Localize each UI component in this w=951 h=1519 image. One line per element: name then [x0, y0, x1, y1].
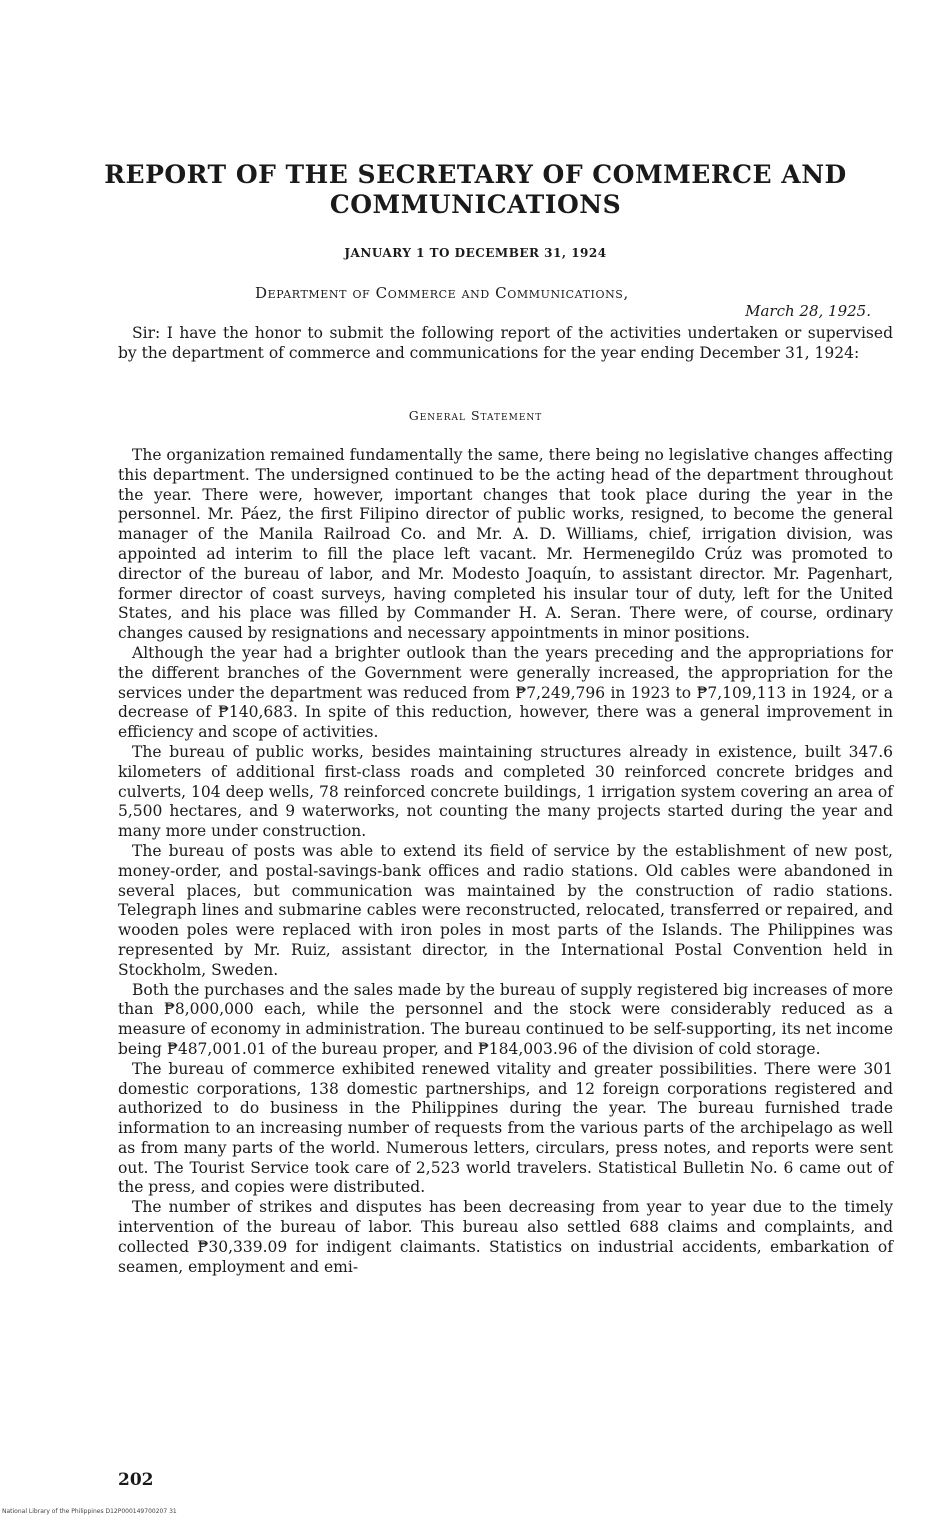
- paragraph: The bureau of public works, besides maintaining structures already in existence, built 347.6 kilometers of additional first-class roads and completed 30 reinforced concrete bridges and culverts, 104 deep wells, 78 reinforced concrete buildings, 1 irrigation system covering an area of 5,500 hectares, and 9 waterworks, not counting the many projects started during the year and many more under construction.: [118, 742, 893, 841]
- paragraph: Although the year had a brighter outlook than the years preceding and the appropriations for the different branches of the Government were generally increased, the appropriation for the services under the department was reduced from ₱7,249,796 in 1923 to ₱7,109,113 in 1924, or a decrease of ₱140,683. In spite of this reduction, however, there was a general improvement in efficiency and scope of activities.: [118, 643, 893, 742]
- date-range: JANUARY 1 TO DECEMBER 31, 1924: [344, 246, 607, 260]
- letter-date: March 28, 1925.: [745, 302, 871, 320]
- salutation-paragraph: Sir: I have the honor to submit the following report of the activities undertaken or supervised by the department of commerce and communications for the year ending December 31, 1924:: [118, 324, 893, 362]
- department-line: Department of Commerce and Communications,: [255, 284, 629, 302]
- section-heading: General Statement: [408, 408, 543, 423]
- paragraph: The bureau of commerce exhibited renewed vitality and greater possibilities. There were 301 domestic corporations, 138 domestic partnerships, and 12 foreign corporations registered and authorized to do business in the Philippines during the year. The bureau furnished trade information to an increasing number of requests from the various parts of the archipelago as well as from many parts of the world. Numerous letters, circulars, press notes, and reports were sent out. The Tourist Service took care of 2,523 world travelers. Statistical Bulletin No. 6 came out of the press, and copies were distributed.: [118, 1059, 893, 1197]
- paragraph: The bureau of posts was able to extend its field of service by the establishment of new post, money-order, and postal-savings-bank offices and radio stations. Old cables were abandoned in several places, but communication was maintained by the construction of radio stations. Telegraph lines and submarine cables were reconstructed, relocated, transferred or repaired, and wooden poles were replaced with iron poles in most parts of the Islands. The Philippines was represented by Mr. Ruiz, assistant director, in the International Postal Convention held in Stockholm, Sweden.: [118, 841, 893, 979]
- paragraph: The organization remained fundamentally the same, there being no legislative changes affecting this department. The undersigned continued to be the acting head of the department throughout the year. There were, however, important changes that took place during the year in the personnel. Mr. Páez, the first Filipino director of public works, resigned, to become the general manager of the Manila Railroad Co. and Mr. A. D. Williams, chief, irrigation division, was appointed ad interim to fill the place left vacant. Mr. Hermenegildo Crúz was promoted to director of the bureau of labor, and Mr. Modesto Joaquín, to assistant director. Mr. Pagenhart, former director of coast surveys, having completed his insular tour of duty, left for the United States, and his place was filled by Commander H. A. Seran. There were, of course, ordinary changes caused by resignations and necessary appointments in minor positions.: [118, 446, 893, 643]
- paragraph: Both the purchases and the sales made by the bureau of supply registered big increases of more than ₱8,000,000 each, while the personnel and the stock were considerably reduced as a measure of economy in administration. The bureau continued to be self-supporting, its net income being ₱487,001.01 of the bureau proper, and ₱184,003.96 of the division of cold storage.: [118, 980, 893, 1058]
- body-paragraphs: [118, 446, 893, 1277]
- page-number: 202: [118, 1470, 154, 1490]
- archive-footer-note: National Library of the Philippines D12P000149700207 31: [2, 1508, 177, 1515]
- paragraph: The number of strikes and disputes has been decreasing from year to year due to the timely intervention of the bureau of labor. This bureau also settled 688 claims and complaints, and collected ₱30,339.09 for indigent claimants. Statistics on industrial accidents, embarkation of seamen, employment and emi-: [118, 1198, 893, 1276]
- report-title: REPORT OF THE SECRETARY OF COMMERCE AND COMMUNICATIONS: [104, 160, 847, 219]
